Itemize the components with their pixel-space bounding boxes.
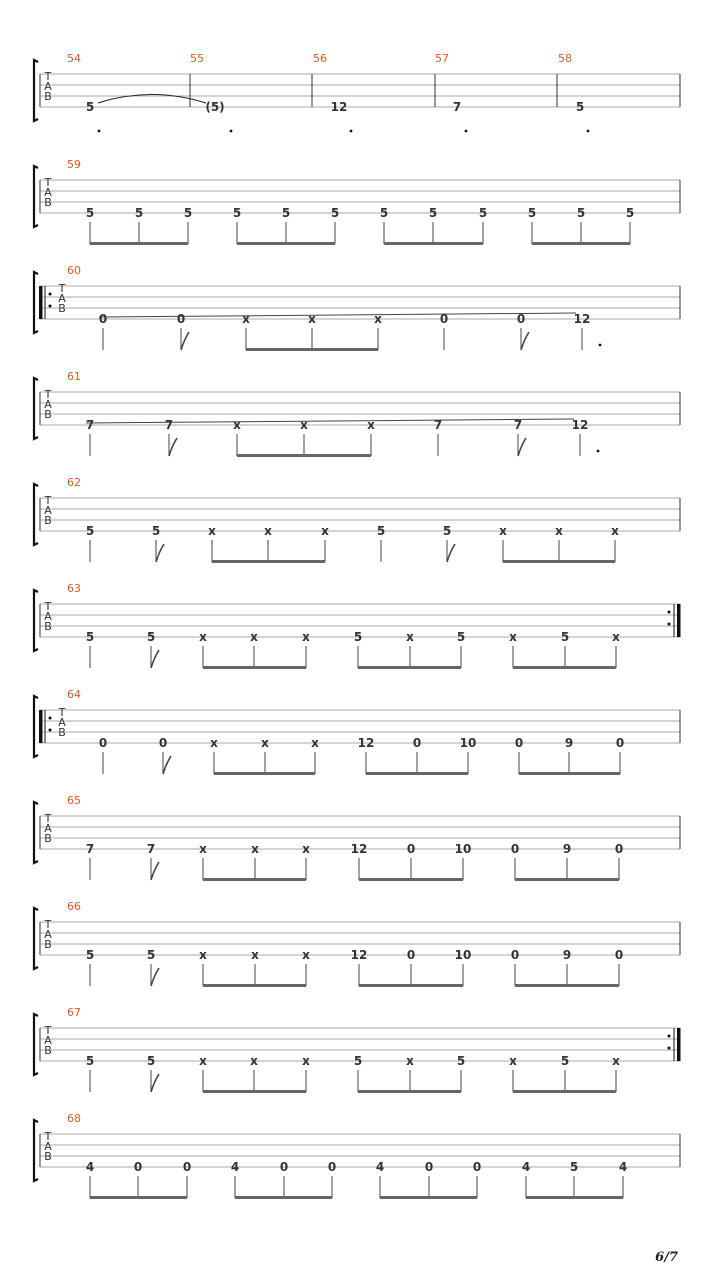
system-bracket <box>34 908 38 969</box>
flag <box>518 438 526 456</box>
measure-number: 54 <box>67 52 81 65</box>
tab-clef-letter: A <box>44 928 52 941</box>
fret-number: 0 <box>133 1160 143 1174</box>
fret-number: 0 <box>98 736 108 750</box>
beam <box>519 772 620 775</box>
fret-number: x <box>199 630 207 644</box>
fret-number: 10 <box>454 842 472 856</box>
fret-number: x <box>308 312 316 326</box>
fret-number: 0 <box>279 1160 289 1174</box>
fret-number: 5 <box>478 206 488 220</box>
fret-number: 0 <box>615 736 625 750</box>
tab-clef-letter: T <box>44 600 52 613</box>
fret-number: 5 <box>146 948 156 962</box>
fret-number: 4 <box>521 1160 531 1174</box>
tab-clef-letter: B <box>44 938 52 951</box>
fret-number: 5 <box>183 206 193 220</box>
measure-number: 56 <box>313 52 327 65</box>
tab-clef-letter: T <box>44 388 52 401</box>
fret-number: 4 <box>375 1160 385 1174</box>
fret-number: 0 <box>614 948 624 962</box>
tab-clef-letter: B <box>58 302 66 315</box>
fret-number: 0 <box>412 736 422 750</box>
tab-clef-letter: A <box>44 186 52 199</box>
fret-number: 0 <box>406 842 416 856</box>
beam <box>358 666 461 669</box>
fret-number: x <box>302 948 310 962</box>
fret-number: 0 <box>516 312 526 326</box>
fret-number: 5 <box>232 206 242 220</box>
fret-number: x <box>233 418 241 432</box>
fret-number: 5 <box>85 206 95 220</box>
tab-clef-letter: T <box>44 70 52 83</box>
fret-number: 7 <box>164 418 174 432</box>
fret-number: 0 <box>424 1160 434 1174</box>
flag <box>151 1074 159 1092</box>
fret-number: x <box>250 1054 258 1068</box>
fret-number: 5 <box>560 630 570 644</box>
fret-number: 5 <box>625 206 635 220</box>
duration-dot <box>98 130 101 133</box>
system-bracket <box>34 272 38 333</box>
repeat-dot <box>49 729 52 732</box>
fret-number: 5 <box>527 206 537 220</box>
fret-number: x <box>499 524 507 538</box>
fret-number: 5 <box>151 524 161 538</box>
beam <box>237 454 371 457</box>
fret-number: 5 <box>85 100 95 114</box>
beam <box>214 772 315 775</box>
repeat-end-thick-bar <box>677 604 681 637</box>
beam <box>513 1090 616 1093</box>
fret-number: 5 <box>442 524 452 538</box>
beam <box>503 560 615 563</box>
tab-clef-letter: T <box>44 918 52 931</box>
fret-number: 12 <box>357 736 375 750</box>
system-bracket <box>34 378 38 439</box>
fret-number: 5 <box>146 1054 156 1068</box>
duration-dot <box>465 130 468 133</box>
beam <box>203 984 306 987</box>
repeat-end-thick-bar <box>677 1028 681 1061</box>
system-bracket <box>34 484 38 545</box>
beam <box>212 560 325 563</box>
fret-number: x <box>264 524 272 538</box>
beam <box>237 242 335 245</box>
measure-number: 59 <box>67 158 81 171</box>
fret-number: x <box>302 1054 310 1068</box>
beam <box>235 1196 332 1199</box>
fret-number: x <box>250 630 258 644</box>
flag <box>169 438 177 456</box>
fret-number: 5 <box>146 630 156 644</box>
fret-number: x <box>374 312 382 326</box>
fret-number: 10 <box>459 736 477 750</box>
system-bracket <box>34 802 38 863</box>
fret-number: x <box>261 736 269 750</box>
fret-number: 7 <box>85 842 95 856</box>
tab-clef-letter: A <box>44 1140 52 1153</box>
beam <box>203 1090 306 1093</box>
fret-number: x <box>406 1054 414 1068</box>
fret-number: 7 <box>513 418 523 432</box>
fret-number: 0 <box>510 842 520 856</box>
measure-number: 64 <box>67 688 81 701</box>
fret-number: x <box>611 524 619 538</box>
fret-number: 5 <box>85 948 95 962</box>
fret-number: 7 <box>146 842 156 856</box>
measure-number: 67 <box>67 1006 81 1019</box>
fret-number: 7 <box>452 100 462 114</box>
fret-number: x <box>210 736 218 750</box>
duration-dot <box>599 344 602 347</box>
system-bracket <box>34 60 38 121</box>
fret-number: (5) <box>205 100 225 114</box>
fret-number: x <box>612 630 620 644</box>
fret-number: 0 <box>614 842 624 856</box>
beam <box>515 878 619 881</box>
fret-number: 7 <box>433 418 443 432</box>
fret-number: 5 <box>376 524 386 538</box>
fret-number: x <box>311 736 319 750</box>
beam <box>384 242 483 245</box>
flag <box>447 544 455 562</box>
fret-number: x <box>509 1054 517 1068</box>
repeat-dot <box>668 1035 671 1038</box>
beam <box>90 242 188 245</box>
fret-number: 12 <box>350 948 368 962</box>
measure-number: 55 <box>190 52 204 65</box>
tab-clef-letter: B <box>44 620 52 633</box>
tab-clef-letter: A <box>44 1034 52 1047</box>
fret-number: 5 <box>456 1054 466 1068</box>
repeat-start-thick-bar <box>39 286 43 319</box>
fret-number: 9 <box>562 948 572 962</box>
measure-number: 60 <box>67 264 81 277</box>
beam <box>90 1196 187 1199</box>
flag <box>163 756 171 774</box>
tab-clef-letter: B <box>44 90 52 103</box>
fret-number: 0 <box>182 1160 192 1174</box>
tab-clef-letter: A <box>58 716 66 729</box>
fret-number: x <box>302 630 310 644</box>
fret-number: 5 <box>353 1054 363 1068</box>
fret-number: x <box>199 948 207 962</box>
system-bracket <box>34 166 38 227</box>
beam <box>526 1196 623 1199</box>
fret-number: 5 <box>85 1054 95 1068</box>
system-bracket <box>34 590 38 651</box>
fret-number: 5 <box>428 206 438 220</box>
measure-number: 62 <box>67 476 81 489</box>
duration-dot <box>350 130 353 133</box>
duration-dot <box>597 450 600 453</box>
fret-number: 4 <box>618 1160 628 1174</box>
fret-number: x <box>251 842 259 856</box>
repeat-dot <box>49 293 52 296</box>
beam <box>515 984 619 987</box>
fret-number: x <box>509 630 517 644</box>
beam <box>359 984 463 987</box>
flag <box>156 544 164 562</box>
tab-clef-letter: A <box>44 610 52 623</box>
fret-number: 0 <box>472 1160 482 1174</box>
fret-number: x <box>199 1054 207 1068</box>
fret-number: 7 <box>85 418 95 432</box>
tab-clef-letter: B <box>44 514 52 527</box>
fret-number: 5 <box>134 206 144 220</box>
beam <box>380 1196 477 1199</box>
fret-number: x <box>251 948 259 962</box>
tab-clef-letter: B <box>58 726 66 739</box>
flag <box>521 332 529 350</box>
slide-line <box>99 313 576 317</box>
flag <box>151 650 159 668</box>
fret-number: 12 <box>573 312 591 326</box>
fret-number: 5 <box>569 1160 579 1174</box>
beam <box>358 1090 461 1093</box>
fret-number: 12 <box>330 100 348 114</box>
fret-number: x <box>367 418 375 432</box>
measure-number: 61 <box>67 370 81 383</box>
fret-number: 9 <box>564 736 574 750</box>
duration-dot <box>587 130 590 133</box>
fret-number: x <box>321 524 329 538</box>
tab-clef-letter: T <box>44 1130 52 1143</box>
fret-number: 0 <box>439 312 449 326</box>
tab-clef-letter: A <box>44 80 52 93</box>
fret-number: x <box>302 842 310 856</box>
flag <box>181 332 189 350</box>
duration-dot <box>230 130 233 133</box>
beam <box>246 348 378 351</box>
fret-number: 5 <box>575 100 585 114</box>
beam <box>203 878 306 881</box>
measure-number: 68 <box>67 1112 81 1125</box>
measure-number: 65 <box>67 794 81 807</box>
slide-line <box>86 419 574 423</box>
tab-clef-letter: B <box>44 832 52 845</box>
fret-number: 5 <box>379 206 389 220</box>
tab-clef-letter: B <box>44 1150 52 1163</box>
fret-number: 0 <box>98 312 108 326</box>
tab-clef-letter: B <box>44 1044 52 1057</box>
measure-number: 58 <box>558 52 572 65</box>
system-bracket <box>34 1120 38 1181</box>
beam <box>359 878 463 881</box>
fret-number: 0 <box>406 948 416 962</box>
fret-number: 5 <box>353 630 363 644</box>
tab-clef-letter: T <box>58 706 66 719</box>
fret-number: x <box>612 1054 620 1068</box>
tab-clef-letter: T <box>44 176 52 189</box>
fret-number: x <box>300 418 308 432</box>
flag <box>151 862 159 880</box>
fret-number: 9 <box>562 842 572 856</box>
repeat-dot <box>49 717 52 720</box>
fret-number: 12 <box>350 842 368 856</box>
beam <box>366 772 468 775</box>
fret-number: 0 <box>510 948 520 962</box>
tab-clef-letter: B <box>44 408 52 421</box>
fret-number: 0 <box>327 1160 337 1174</box>
repeat-dot <box>668 611 671 614</box>
fret-number: 0 <box>514 736 524 750</box>
repeat-dot <box>668 1047 671 1050</box>
fret-number: 5 <box>281 206 291 220</box>
repeat-start-thick-bar <box>39 710 43 743</box>
measure-number: 66 <box>67 900 81 913</box>
fret-number: 5 <box>330 206 340 220</box>
fret-number: x <box>555 524 563 538</box>
tab-clef-letter: B <box>44 196 52 209</box>
tab-clef-letter: T <box>44 494 52 507</box>
measure-number: 63 <box>67 582 81 595</box>
fret-number: 4 <box>230 1160 240 1174</box>
page-number: 6/7 <box>655 1250 678 1265</box>
measure-number: 57 <box>435 52 449 65</box>
fret-number: 5 <box>85 630 95 644</box>
tab-clef-letter: A <box>58 292 66 305</box>
fret-number: 5 <box>560 1054 570 1068</box>
tab-clef-letter: T <box>44 812 52 825</box>
fret-number: 4 <box>85 1160 95 1174</box>
fret-number: 12 <box>571 418 589 432</box>
fret-number: 10 <box>454 948 472 962</box>
fret-number: x <box>406 630 414 644</box>
repeat-dot <box>668 623 671 626</box>
beam <box>513 666 616 669</box>
fret-number: x <box>208 524 216 538</box>
fret-number: 0 <box>176 312 186 326</box>
tab-clef-letter: A <box>44 504 52 517</box>
beam <box>203 666 306 669</box>
flag <box>151 968 159 986</box>
tab-clef-letter: A <box>44 398 52 411</box>
tab-clef-letter: A <box>44 822 52 835</box>
system-bracket <box>34 1014 38 1075</box>
tab-clef-letter: T <box>58 282 66 295</box>
fret-number: 0 <box>158 736 168 750</box>
fret-number: 5 <box>85 524 95 538</box>
fret-number: 5 <box>576 206 586 220</box>
fret-number: x <box>199 842 207 856</box>
repeat-dot <box>49 305 52 308</box>
fret-number: 5 <box>456 630 466 644</box>
beam <box>532 242 630 245</box>
tab-clef-letter: T <box>44 1024 52 1037</box>
system-bracket <box>34 696 38 757</box>
fret-number: x <box>242 312 250 326</box>
